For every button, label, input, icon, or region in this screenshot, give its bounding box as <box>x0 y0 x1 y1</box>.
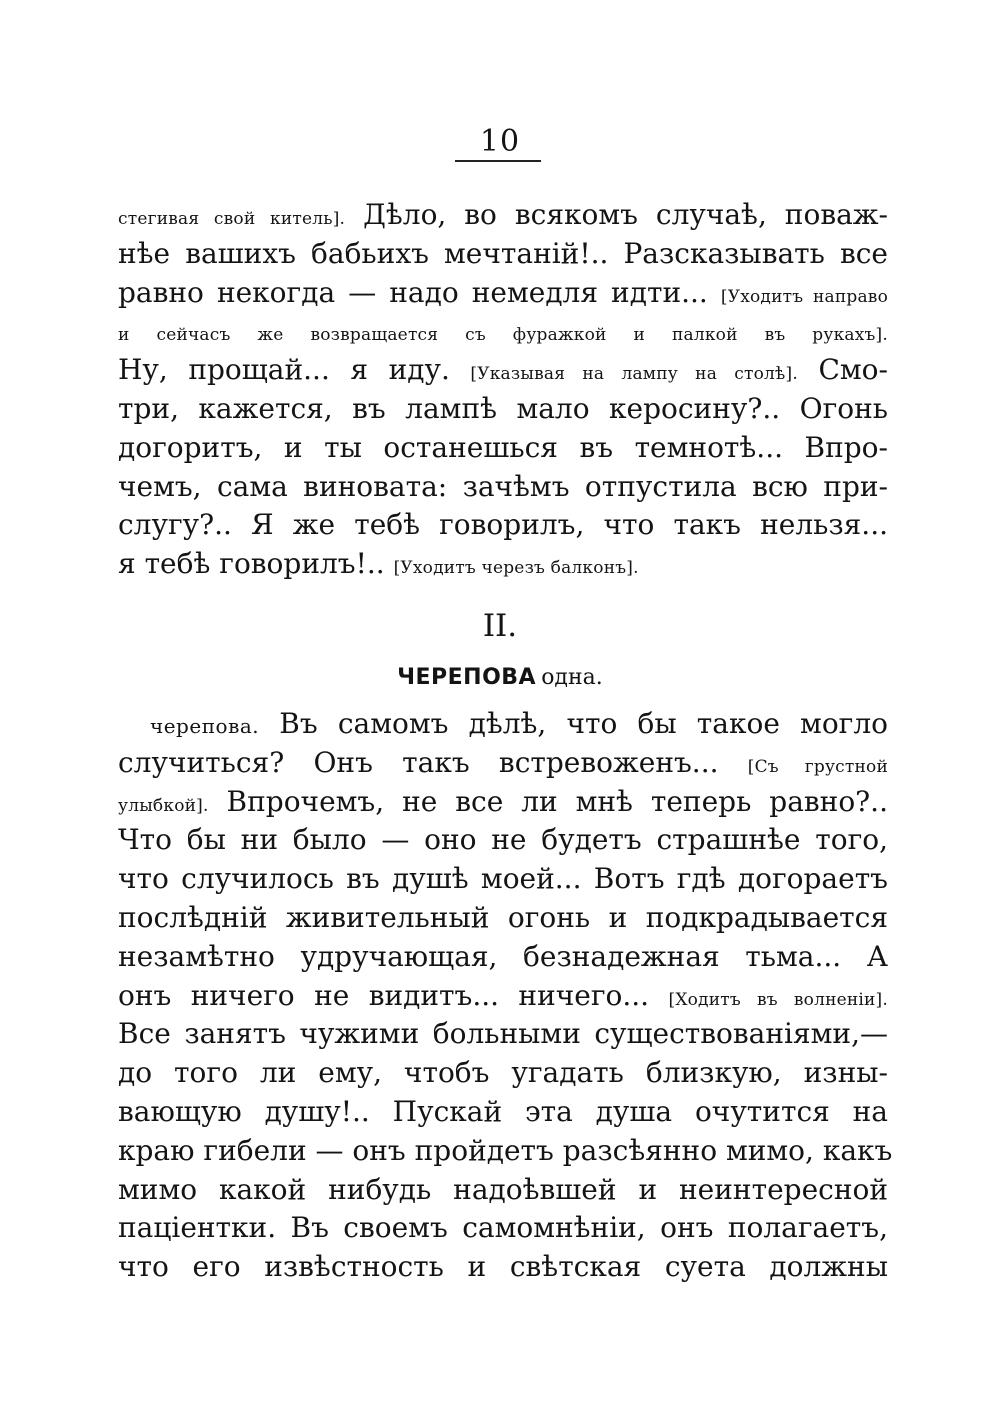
text-line <box>118 468 888 507</box>
text-line <box>118 977 888 1016</box>
text-line <box>118 860 888 899</box>
text-segment: Что бы ни было — оно не будетъ страшнѣе того, <box>118 823 888 857</box>
text-line <box>118 506 888 545</box>
text-segment: онъ ничего не видитъ... ничего... <box>118 978 669 1012</box>
text-line <box>118 545 888 584</box>
text-line <box>118 429 888 468</box>
text-segment: мимо какой нибудь надоѣвшей и неинтересной <box>118 1172 888 1206</box>
text-line <box>118 351 888 390</box>
text-segment: что случилось въ душѣ моей... Вотъ гдѣ догораетъ <box>118 862 888 896</box>
stage-direction: [Указывая на лампу на столѣ]. <box>470 364 798 385</box>
text-line <box>118 821 888 860</box>
text-segment: я тебѣ говорилъ!.. <box>118 547 394 581</box>
text-line <box>118 705 888 744</box>
scene-heading <box>0 658 1000 699</box>
text-segment: Въ самомъ дѣлѣ, что бы такое могло <box>259 707 888 740</box>
page-number-rule <box>455 160 541 162</box>
text-line <box>118 274 888 313</box>
text-line <box>118 390 888 429</box>
text-segment: послѣдній живительный огонь и подкрадывается <box>118 900 888 934</box>
stage-direction: улыбкой]. <box>118 795 209 816</box>
text-segment: нѣе вашихъ бабьихъ мечтаній!.. Разсказывать все <box>118 236 888 270</box>
text-segment: незамѣтно удручающая, безнадежная тьма... А <box>118 939 888 973</box>
text-segment: Дѣло, во всякомъ случаѣ, поваж- <box>345 198 889 231</box>
text-segment: Все занятъ чужими больными существованіями,— <box>118 1017 888 1051</box>
text-segment: Впрочемъ, не все ли мнѣ теперь равно?.. <box>208 784 888 818</box>
text-segment: что его извѣстность и свѣтская суета должны <box>118 1250 888 1284</box>
text-line <box>118 1132 893 1171</box>
speaker-name: черепова. <box>150 714 260 738</box>
text-segment: до того ли ему, чтобъ угадать близкую, изны- <box>118 1056 888 1090</box>
text-line <box>118 235 888 274</box>
stage-direction: [Ходитъ въ волненіи]. <box>668 989 888 1010</box>
dialogue-passage-1 <box>118 196 888 584</box>
stage-direction: [Съ грустной <box>747 756 889 777</box>
text-segment: догоритъ, и ты останешься въ темнотѣ... Впро- <box>118 430 888 464</box>
page-number: 10 <box>479 124 521 159</box>
text-line <box>118 1015 888 1054</box>
text-segment: Смо- <box>797 353 888 387</box>
stage-direction: [Уходитъ черезъ балконъ]. <box>393 558 639 579</box>
text-segment: случиться? Онъ такъ встревоженъ... <box>118 745 748 779</box>
text-line <box>118 1248 888 1287</box>
scene-number: II. <box>482 608 518 644</box>
text-line <box>118 783 888 822</box>
text-line <box>118 196 888 235</box>
text-line <box>118 1054 888 1093</box>
text-segment: вающую душу!.. Пускай эта душа очутится на <box>118 1094 888 1128</box>
monologue-passage <box>118 705 893 1287</box>
text-segment: краю гибели — онъ пройдетъ разсѣянно мимо, какъ <box>118 1133 893 1167</box>
character-name: ЧЕРЕПОВА <box>397 665 537 690</box>
text-segment: три, кажется, въ лампѣ мало керосину?.. Огонь <box>118 391 888 425</box>
text-segment: равно некогда — надо немедля идти... <box>118 275 721 309</box>
stage-direction: и сейчасъ же возвращается съ фуражкой и палкой въ рукахъ]. <box>118 325 888 346</box>
character-note: одна. <box>541 665 603 690</box>
text-line <box>118 1171 888 1210</box>
text-line <box>118 744 888 783</box>
text-line <box>118 938 888 977</box>
text-line <box>118 1093 888 1132</box>
text-line <box>118 312 888 351</box>
stage-direction: [Уходитъ направо <box>720 286 889 307</box>
text-segment: Ну, прощай... я иду. <box>118 353 471 387</box>
text-line <box>118 1209 888 1248</box>
text-segment: слугу?.. Я же тебѣ говорилъ, что такъ нельзя... <box>118 508 888 542</box>
stage-direction: стегивая свой китель]. <box>118 209 346 229</box>
text-line <box>118 899 888 938</box>
text-segment: чемъ, сама виновата: зачѣмъ отпустила всю при- <box>118 469 888 503</box>
text-segment: паціентки. Въ своемъ самомнѣніи, онъ полагаетъ, <box>118 1211 888 1245</box>
